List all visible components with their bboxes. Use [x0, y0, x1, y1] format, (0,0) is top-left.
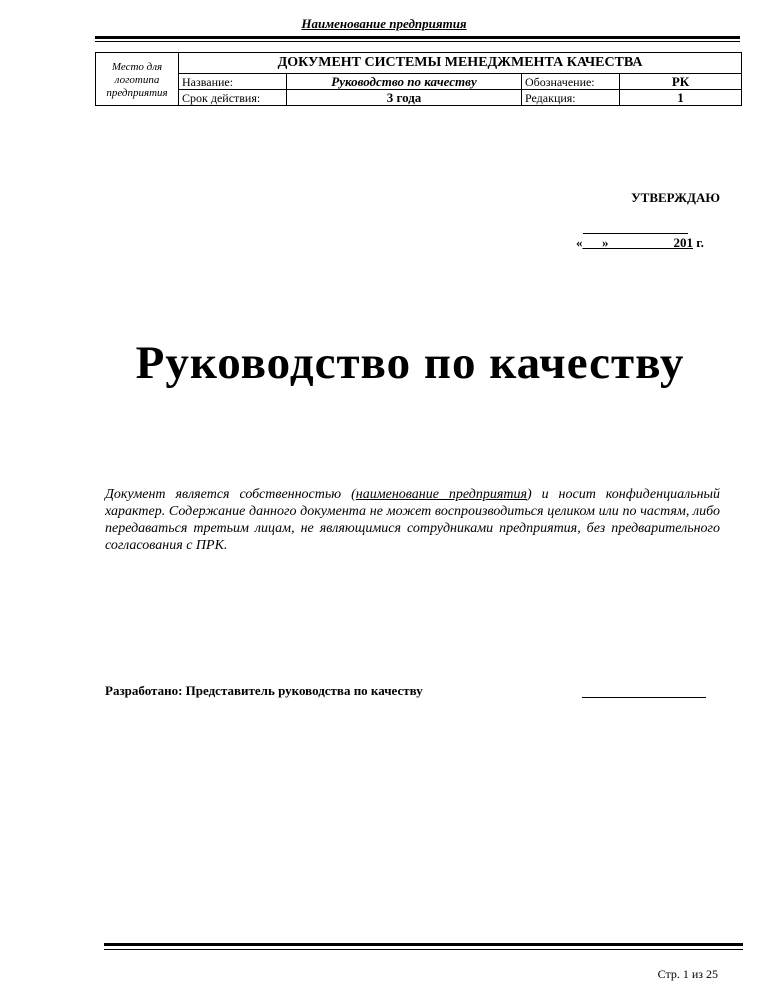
- footer-rule-thin: [104, 949, 743, 950]
- developed-by: Разработано: Представитель руководства по качеству: [105, 683, 423, 698]
- approval-signature-line: [583, 233, 688, 234]
- company-name-header: Наименование предприятия: [301, 16, 467, 31]
- document-info-table: [95, 52, 742, 106]
- date-day-blank: ___: [582, 235, 602, 250]
- revision-label: Редакция:: [522, 90, 620, 106]
- validity-value: 3 года: [287, 90, 522, 106]
- confidentiality-notice: [105, 486, 720, 554]
- document-system-title: ДОКУМЕНТ СИСТЕМЫ МЕНЕДЖМЕНТА КАЧЕСТВА: [179, 53, 742, 74]
- date-suffix: г.: [693, 235, 704, 250]
- header-rule-thin: [95, 41, 740, 42]
- date-month-blank: __________: [608, 235, 674, 250]
- approval-date: [576, 235, 704, 251]
- header-rule-thick: [95, 36, 740, 39]
- date-close-quote: »: [602, 235, 609, 250]
- designation-value: РК: [620, 74, 742, 90]
- notice-text-after: ) и носит конфиденциальный характер. Содержание данного документа не может воспроизводиться целиком или по частям, либо передаваться третьим лицам, не являющимися сотрудниками предприятия, без предварительного согласования с ПРК.: [105, 487, 720, 553]
- page-number: Стр. 1 из 25: [657, 967, 718, 981]
- approval-heading: УТВЕРЖДАЮ: [631, 190, 720, 205]
- name-value: Руководство по качеству: [287, 74, 522, 90]
- footer-rule-thick: [104, 943, 743, 946]
- notice-text-before: Документ является собственностью (: [105, 487, 356, 502]
- name-label: Название:: [179, 74, 287, 90]
- revision-value: 1: [620, 90, 742, 106]
- notice-company-name: наименование предприятия: [355, 487, 527, 502]
- date-year: 201: [673, 235, 693, 250]
- validity-label: Срок действия:: [179, 90, 287, 106]
- logo-placeholder: Место для логотипа предприятия: [96, 53, 179, 106]
- document-main-title: Руководство по качеству: [135, 337, 685, 389]
- developer-signature-line: [582, 697, 706, 698]
- designation-label: Обозначение:: [522, 74, 620, 90]
- date-open-quote: «: [576, 235, 583, 250]
